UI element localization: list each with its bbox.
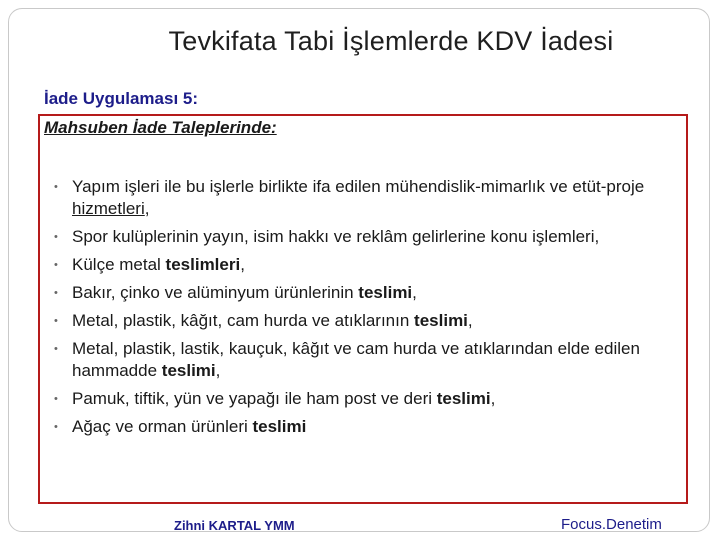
bullet-emphasis: teslimi	[358, 283, 413, 302]
bullet-tail: ,	[215, 361, 221, 380]
bullet-emphasis: teslimi	[414, 311, 468, 330]
bullet-text: Metal, plastik, kâğıt, cam hurda ve atıklarının	[72, 311, 415, 330]
bullet-icon: •	[54, 259, 58, 271]
bullet-text: Metal, plastik, lastik, kauçuk, kâğıt ve cam hurda ve atıklarından elde edilen hammadde	[72, 339, 640, 380]
footer-brand: Focus.Denetim	[561, 516, 662, 533]
bullet-icon: •	[54, 315, 58, 327]
list-item	[52, 176, 682, 220]
list-item	[52, 226, 682, 248]
bullet-emphasis: hizmetleri	[72, 199, 145, 218]
bullet-text: Yapım işleri ile bu işlerle birlikte ifa edilen mühendislik-mimarlık ve etüt-proje	[72, 177, 645, 196]
bullet-icon: •	[54, 343, 58, 355]
bullet-emphasis: teslimi	[252, 417, 307, 436]
list-item	[52, 388, 682, 410]
bullet-text: Spor kulüplerinin yayın, isim hakkı ve reklâm gelirlerine konu işlemleri,	[72, 227, 600, 246]
list-item	[52, 310, 682, 332]
bullet-text: Pamuk, tiftik, yün ve yapağı ile ham post ve deri	[72, 389, 437, 408]
list-item	[52, 416, 682, 438]
bullet-text: Külçe metal	[72, 255, 166, 274]
bullet-tail: ,	[490, 389, 496, 408]
bullet-icon: •	[54, 287, 58, 299]
list-item	[52, 254, 682, 276]
bullet-text: Bakır, çinko ve alüminyum ürünlerinin	[72, 283, 359, 302]
bullet-list	[52, 176, 682, 444]
slide-subtitle: İade Uygulaması 5:	[44, 89, 199, 108]
footer-author: Zihni KARTAL YMM	[174, 518, 295, 533]
slide-title: Tevkifata Tabi İşlemlerde KDV İadesi	[168, 26, 614, 56]
bullet-icon: •	[54, 393, 58, 405]
bullet-tail: ,	[412, 283, 417, 302]
bullet-emphasis: teslimleri	[165, 255, 241, 274]
bullet-text: Ağaç ve orman ürünleri	[72, 417, 253, 436]
bullet-emphasis: teslimi	[436, 389, 491, 408]
bullet-icon: •	[54, 231, 58, 243]
bullet-emphasis: teslimi	[161, 361, 216, 380]
bullet-icon: •	[54, 421, 58, 433]
bullet-tail: ,	[240, 255, 245, 274]
bullet-tail: ,	[467, 311, 473, 330]
bullet-icon: •	[54, 181, 58, 193]
list-item	[52, 338, 682, 382]
bullet-tail: ,	[144, 199, 150, 218]
list-item	[52, 282, 682, 304]
section-heading: Mahsuben İade Taleplerinde:	[44, 118, 277, 137]
